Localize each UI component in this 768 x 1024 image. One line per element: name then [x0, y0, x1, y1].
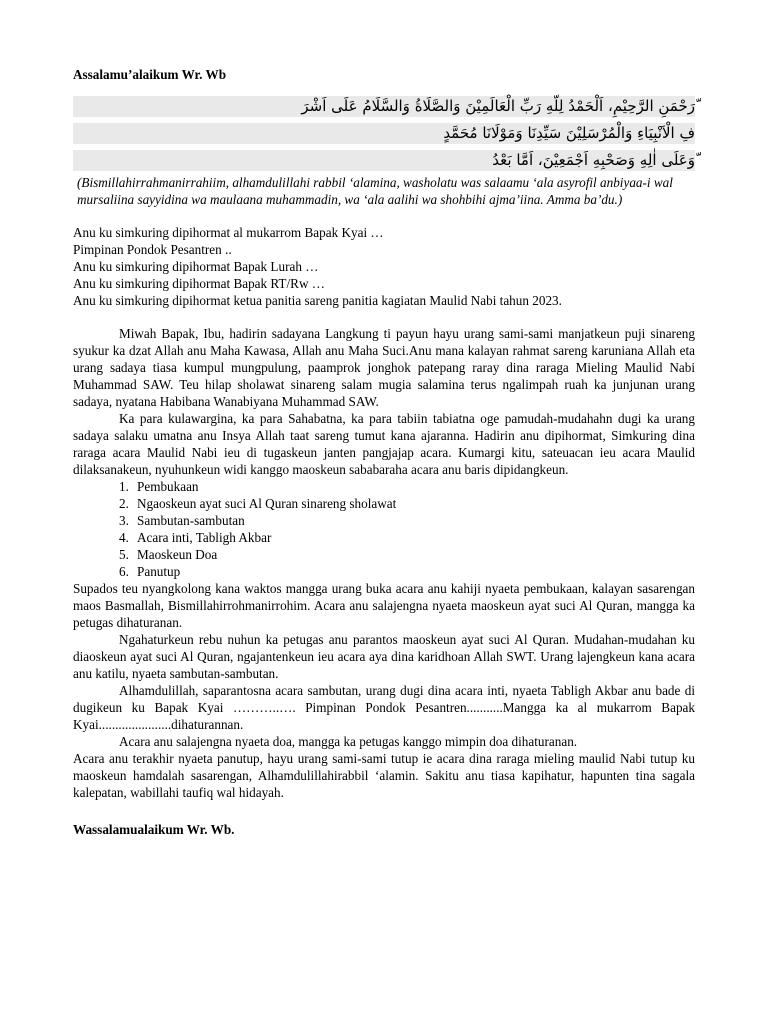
- agenda-label: Pembukaan: [137, 479, 199, 494]
- closing-greeting: Wassalamualaikum Wr. Wb.: [73, 822, 235, 837]
- agenda-label: Ngaoskeun ayat suci Al Quran sinareng sholawat: [137, 496, 397, 511]
- address-item: Anu ku simkuring dipihormat Bapak RT/Rw …: [73, 276, 325, 291]
- arabic-line: ّرَحْمَنِ الرَّحِيْمِ، اَلْحَمْدُ لِلّهِ رَبِّ الْعَالَمِيْنَ وَالصَّلَاةُ وَالسَّلَامُ عَلَى اَشْرَ: [301, 97, 695, 115]
- address-item: Pimpinan Pondok Pesantren ..: [73, 242, 232, 257]
- transliteration-text: (Bismillahirrahmanirrahiim, alhamdulillahi rabbil ‘alamina, washolatu was salaamu ‘ala asyrofil anbiyaa-i wal mursaliina sayyidina wa maulaana muhammadin, wa ‘ala aalihi wa shohbihi ajma’iina. Amma ba’du.): [77, 175, 673, 207]
- paragraph-panutup: Acara anu terakhir nyaeta panutup, hayu urang sami-sami tutup ie acara dina raraga mieling maulid Nabi tutup ku maoskeun hamdalah sasarengan, Alhamdulillahirabbil ‘alamin. Sakitu anu tiasa kapihatur, hapunten tina sagala kalepatan, wabillahi taufiq wal hidayah.: [73, 751, 695, 800]
- arabic-line: فِ الْاَنْبِيَاءِ وَالْمُرْسَلِيْنَ سَيِّدِنَا وَمَوْلَانَا مُحَمَّدٍ: [443, 124, 695, 142]
- agenda-item: [119, 563, 695, 580]
- agenda-item: [119, 512, 695, 529]
- agenda-number: 4.: [119, 530, 129, 545]
- agenda-label: Sambutan-sambutan: [137, 513, 245, 528]
- agenda-number: 6.: [119, 564, 129, 579]
- agenda-item: [119, 546, 695, 563]
- agenda-number: 1.: [119, 479, 129, 494]
- agenda-label: Acara inti, Tabligh Akbar: [137, 530, 272, 545]
- agenda-item: [119, 495, 695, 512]
- agenda-item: [119, 478, 695, 495]
- address-item: Anu ku simkuring dipihormat ketua panitia sareng panitia kagiatan Maulid Nabi tahun 2023.: [73, 293, 562, 308]
- opening-greeting: Assalamu’alaikum Wr. Wb: [73, 67, 227, 82]
- paragraph-sahabat: Ka para kulawargina, ka para Sahabatna, ka para tabiin tabiatna oge pamudah-mudahahn dugi ka urang sadaya salaku umatna anu Insya Allah taat sareng tumut kana ajaranna. Hadirin anu dipihormat, Simkuring dina raraga acara Maulid Nabi ieu di tugaskeun janten pangjajap acara. Kumargi kitu, sateuacan ieu acara Maulid dilaksanakeun, nyuhunkeun widi kanggo maoskeun sababaraha acara anu baris dipidangkeun.: [73, 411, 695, 477]
- agenda-number: 5.: [119, 547, 129, 562]
- arabic-opening-block: [73, 93, 695, 174]
- document-page: [73, 66, 695, 838]
- agenda-label: Panutup: [137, 564, 181, 579]
- paragraph-opening: Miwah Bapak, Ibu, hadirin sadayana Langkung ti payun hayu urang sami-sami manjatkeun puji sinareng syukur ka dzat Allah anu Maha Kawasa, Allah anu Maha Suci.Anu mana kalayan rahmat sareng karuniana Allah eta urang sadaya tiasa kumpul mungpulung, paamprok jonghok patepang raray dina raraga Mieling Maulid Nabi Muhammad SAW. Teu hilap sholawat sinareng salam mugia salamina terus ngalimpah ruah ka junjunan urang sadaya, nyatana Habibana Wanabiyana Muhammad SAW.: [73, 326, 695, 409]
- paragraph-pembukaan: Supados teu nyangkolong kana waktos mangga urang buka acara anu kahiji nyaeta pembukaan, kalayan sasarengan maos Basmallah, Bismillahirrohmanirrohim. Acara anu salajengna nyaeta maoskeun ayat suci Al Quran, mangga ka petugas dihaturanan.: [73, 581, 695, 630]
- address-item: Anu ku simkuring dipihormat Bapak Lurah …: [73, 259, 319, 274]
- agenda-item: [119, 529, 695, 546]
- agenda-label: Maoskeun Doa: [137, 547, 218, 562]
- agenda-list: [73, 478, 695, 580]
- paragraph-quran: Ngahaturkeun rebu nuhun ka petugas anu parantos maoskeun ayat suci Al Quran. Mudahan-mudahan ku diaoskeun ayat suci Al Quran, ngajantenkeun ieu acara aya dina karidhoan Allah SWT. Urang lajengkeun kana acara anu katilu, nyaeta sambutan-sambutan.: [73, 632, 695, 681]
- arabic-line: ّوَعَلَى اٰلِهِ وَصَحْبِهِ اَجْمَعِيْنَ، اَمَّا بَعْدُ: [492, 151, 695, 169]
- paragraph-doa: Acara anu salajengna nyaeta doa, mangga ka petugas kanggo mimpin doa dihaturanan.: [119, 734, 578, 749]
- agenda-number: 3.: [119, 513, 129, 528]
- address-list: [73, 224, 695, 309]
- address-item: Anu ku simkuring dipihormat al mukarrom Bapak Kyai …: [73, 225, 384, 240]
- paragraph-tabligh: Alhamdulillah, saparantosna acara sambutan, urang dugi dina acara inti, nyaeta Tabligh Akbar anu bade di dugikeun ku Bapak Kyai ………..…. Pimpinan Pondok Pesantren...........Mangga ka al mukarrom Bapak Kyai......................dihaturannan.: [73, 683, 695, 732]
- agenda-number: 2.: [119, 496, 129, 511]
